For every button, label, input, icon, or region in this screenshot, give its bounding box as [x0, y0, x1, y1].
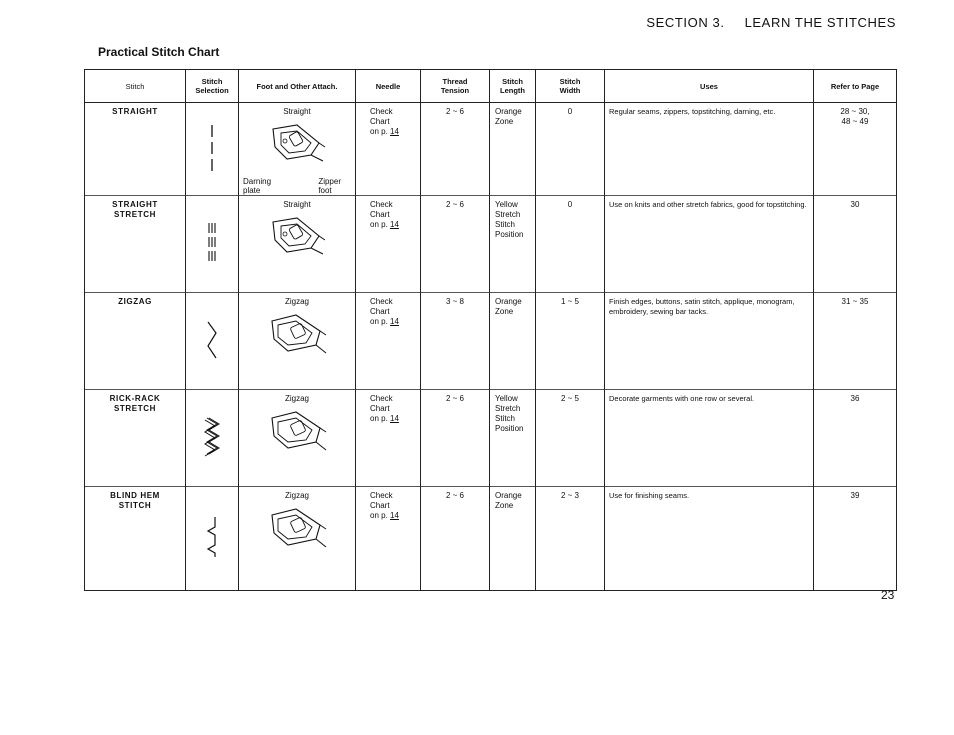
stitch-chart-table [84, 69, 897, 591]
col-refer: Refer to Page [814, 70, 897, 103]
chart-title: Practical Stitch Chart [98, 45, 220, 59]
foot-label: Zigzag [284, 297, 309, 306]
blind-hem-icon [205, 515, 219, 559]
length-cell: Orange Zone [490, 293, 536, 390]
uses-cell: Regular seams, zippers, topstitching, darning, etc. [605, 103, 814, 196]
section-number: SECTION 3. [646, 15, 725, 30]
stitch-name: STRAIGHT STRETCH [85, 196, 186, 293]
foot-label: Zigzag [284, 491, 309, 500]
section-title: LEARN THE STITCHES [744, 15, 896, 30]
col-width: Stitch Width [536, 70, 605, 103]
stitch-name: STRAIGHT [85, 103, 186, 196]
refer-cell: 28 ~ 30, 48 ~ 49 [814, 103, 897, 196]
straight-stretch-icon [206, 221, 218, 265]
length-cell: Yellow Stretch Stitch Position [490, 390, 536, 487]
col-foot: Foot and Other Attach. [239, 70, 356, 103]
uses-cell: Use for finishing seams. [605, 487, 814, 591]
col-uses: Uses [605, 70, 814, 103]
selection-cell [186, 390, 239, 487]
length-cell: Orange Zone [490, 103, 536, 196]
section-header [646, 15, 896, 30]
straight-stitch-icon [207, 123, 217, 173]
zigzag-foot-icon [266, 408, 328, 452]
foot-cell [239, 390, 356, 487]
zigzag-icon [205, 320, 219, 360]
length-cell: Orange Zone [490, 487, 536, 591]
width-cell: 2 ~ 5 [536, 390, 605, 487]
selection-cell [186, 487, 239, 591]
tension-cell: 2 ~ 6 [421, 196, 490, 293]
stitch-name: BLIND HEM STITCH [85, 487, 186, 591]
foot-label: Straight [283, 200, 311, 209]
length-cell: Yellow Stretch Stitch Position [490, 196, 536, 293]
foot-cell [239, 487, 356, 591]
foot-cell [239, 293, 356, 390]
table-row [85, 103, 897, 196]
zigzag-foot-icon [266, 311, 328, 355]
col-tension: Thread Tension [421, 70, 490, 103]
presser-foot-icon [267, 214, 327, 256]
col-selection: Stitch Selection [186, 70, 239, 103]
darning-plate-caption: Darning plate [243, 177, 272, 195]
needle-cell: Check Chart on p. 14 [356, 196, 421, 293]
width-cell: 0 [536, 196, 605, 293]
width-cell: 0 [536, 103, 605, 196]
tension-cell: 2 ~ 6 [421, 103, 490, 196]
col-length: Stitch Length [490, 70, 536, 103]
header-row [85, 70, 897, 103]
refer-cell: 36 [814, 390, 897, 487]
zipper-foot-caption: Zipper foot [318, 177, 341, 195]
refer-cell: 31 ~ 35 [814, 293, 897, 390]
table-row [85, 293, 897, 390]
page-number: 23 [881, 588, 895, 602]
zigzag-foot-icon [266, 505, 328, 549]
foot-cell [239, 196, 356, 293]
presser-foot-icon [267, 121, 327, 163]
tension-cell: 2 ~ 6 [421, 487, 490, 591]
rick-rack-icon [204, 416, 220, 458]
uses-cell: Decorate garments with one row or several. [605, 390, 814, 487]
needle-cell: Check Chart on p. 14 [356, 390, 421, 487]
refer-cell: 30 [814, 196, 897, 293]
table-row [85, 390, 897, 487]
col-needle: Needle [356, 70, 421, 103]
foot-cell [239, 103, 356, 196]
uses-cell: Finish edges, buttons, satin stitch, applique, monogram, embroidery, sewing bar tacks. [605, 293, 814, 390]
width-cell: 1 ~ 5 [536, 293, 605, 390]
table-row [85, 196, 897, 293]
needle-cell: Check Chart on p. 14 [356, 293, 421, 390]
selection-cell [186, 293, 239, 390]
uses-cell: Use on knits and other stretch fabrics, good for topstitching. [605, 196, 814, 293]
col-stitch: Stitch [85, 70, 186, 103]
needle-cell: Check Chart on p. 14 [356, 103, 421, 196]
table-row [85, 487, 897, 591]
selection-cell [186, 196, 239, 293]
refer-cell: 39 [814, 487, 897, 591]
stitch-name: RICK-RACK STRETCH [85, 390, 186, 487]
tension-cell: 3 ~ 8 [421, 293, 490, 390]
width-cell: 2 ~ 3 [536, 487, 605, 591]
stitch-name: ZIGZAG [85, 293, 186, 390]
selection-cell [186, 103, 239, 196]
tension-cell: 2 ~ 6 [421, 390, 490, 487]
foot-label: Zigzag [284, 394, 309, 403]
foot-label: Straight [283, 107, 311, 116]
needle-cell: Check Chart on p. 14 [356, 487, 421, 591]
